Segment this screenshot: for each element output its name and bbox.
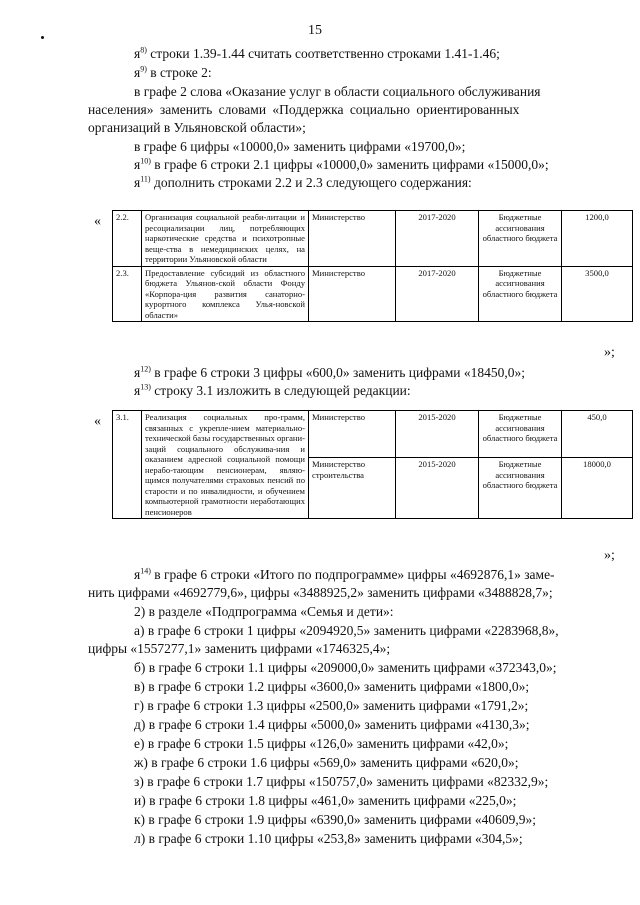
list-item: к) в графе 6 строки 1.9 цифры «6390,0» заменить цифрами «40609,9»; xyxy=(134,812,537,827)
item-14: $я^{14)}$ в графе 6 строки «Итого по подпрограмме» цифры «4692876,1» заме- xyxy=(134,566,555,582)
row-source: Бюджетные ассигнования областного бюджета xyxy=(479,211,562,267)
item-8: $я^{8)}$ строки 1.39-1.44 считать соответственно строками 1.41-1.46; xyxy=(134,45,500,61)
list-item: и) в графе 6 строки 1.8 цифры «461,0» заменить цифрами «225,0»; xyxy=(134,793,517,808)
paragraph-line: населения» заменить словами «Поддержка социально ориентированных xyxy=(88,102,520,117)
item-11: $я^{11)}$ дополнить строками 2.2 и 2.3 следующего содержания: xyxy=(134,174,472,190)
item-13: $я^{13)}$ строку 3.1 изложить в следующей редакции: xyxy=(134,382,411,398)
paragraph-line: нить цифрами «4692779,6», цифры «3488925,2» заменить цифрами «3488828,7»; xyxy=(88,585,553,600)
item-9: $я^{9)}$ в строке 2: xyxy=(134,64,212,80)
row-name: Предоставление субсидий из областного бюджета Ульянов-ской области Фонду «Корпора-ция развития санаторно-курортного комплекса Улья-новской области» xyxy=(142,266,309,322)
close-quote: »; xyxy=(604,345,615,360)
table-rows-2-2-2-3 xyxy=(112,210,633,322)
row-org: Министерство xyxy=(309,266,396,322)
list-item: л) в графе 6 строки 1.10 цифры «253,8» заменить цифрами «304,5»; xyxy=(134,831,523,846)
row-source: Бюджетные ассигнования областного бюджета xyxy=(479,458,562,519)
list-item: ж) в графе 6 строки 1.6 цифры «569,0» заменить цифрами «620,0»; xyxy=(134,755,519,770)
row-org: Министерство строительства xyxy=(309,458,396,519)
open-quote: « xyxy=(94,414,101,429)
table-row xyxy=(113,411,633,458)
row-period: 2015-2020 xyxy=(396,458,479,519)
item-10: $я^{10)}$ в графе 6 строки 2.1 цифры «10000,0» заменить цифрами «15000,0»; xyxy=(134,156,549,172)
row-amount: 1200,0 xyxy=(562,211,633,267)
item-12: $я^{12)}$ в графе 6 строки 3 цифры «600,0» заменить цифрами «18450,0»; xyxy=(134,364,525,380)
table-row-3-1 xyxy=(112,410,633,519)
table-row xyxy=(113,211,633,267)
open-quote: « xyxy=(94,214,101,229)
page-number: 15 xyxy=(308,23,322,38)
section-heading: 2) в разделе «Подпрограмма «Семья и дети»: xyxy=(134,604,394,619)
row-period: 2017-2020 xyxy=(396,211,479,267)
list-item: б) в графе 6 строки 1.1 цифры «209000,0» заменить цифрами «372343,0»; xyxy=(134,660,557,675)
row-amount: 450,0 xyxy=(562,411,633,458)
scan-dot xyxy=(41,36,44,39)
list-item: а) в графе 6 строки 1 цифры «2094920,5» заменить цифрами «2283968,8», xyxy=(134,623,559,638)
list-item: е) в графе 6 строки 1.5 цифры «126,0» заменить цифрами «42,0»; xyxy=(134,736,509,751)
row-source: Бюджетные ассигнования областного бюджета xyxy=(479,411,562,458)
paragraph-line: в графе 6 цифры «10000,0» заменить цифрами «19700,0»; xyxy=(134,139,466,154)
list-item: г) в графе 6 строки 1.3 цифры «2500,0» заменить цифрами «1791,2»; xyxy=(134,698,529,713)
row-source: Бюджетные ассигнования областного бюджета xyxy=(479,266,562,322)
row-number: 2.3. xyxy=(113,266,142,322)
row-amount: 18000,0 xyxy=(562,458,633,519)
row-period: 2017-2020 xyxy=(396,266,479,322)
list-item: д) в графе 6 строки 1.4 цифры «5000,0» заменить цифрами «4130,3»; xyxy=(134,717,530,732)
list-item: в) в графе 6 строки 1.2 цифры «3600,0» заменить цифрами «1800,0»; xyxy=(134,679,530,694)
paragraph-line: организаций в Ульяновской области»; xyxy=(88,120,306,135)
close-quote: »; xyxy=(604,548,615,563)
row-number: 2.2. xyxy=(113,211,142,267)
table-row xyxy=(113,266,633,322)
row-amount: 3500,0 xyxy=(562,266,633,322)
list-item: цифры «1557277,1» заменить цифрами «1746325,4»; xyxy=(88,641,391,656)
row-number: 3.1. xyxy=(113,411,142,519)
row-name: Реализация социальных про-грамм, связанных с укрепле-нием материально-технической базы государственных органи-заций социального обслужива-ния и оказанием адресной социальной помощи нерабо-тающим пенсионерам, являю-щимся получателями страховых пенсий по старости и по инвалидности, и обучением компьютерной грамотности неработающих пенсионеров xyxy=(142,411,309,519)
list-item: з) в графе 6 строки 1.7 цифры «150757,0» заменить цифрами «82332,9»; xyxy=(134,774,549,789)
row-name: Организация социальной реаби-литации и ресоциализации лиц, потребляющих наркотические средства и психотропные веще-ства в немедицинских целях, на территории Ульяновской области xyxy=(142,211,309,267)
row-org: Министерство xyxy=(309,411,396,458)
paragraph-line: в графе 2 слова «Оказание услуг в области социального обслуживания xyxy=(134,84,541,99)
row-period: 2015-2020 xyxy=(396,411,479,458)
row-org: Министерство xyxy=(309,211,396,267)
